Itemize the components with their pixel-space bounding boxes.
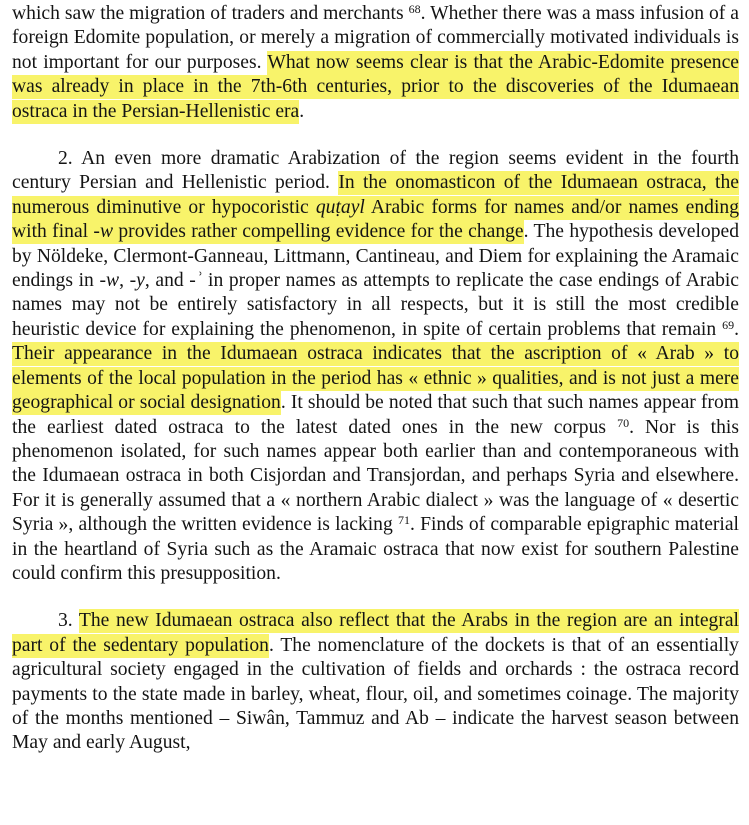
text-run: . Nor is this phenomenon isolated, for such names appear both earlier than and contemporaneous with the Idumaean ostraca in both Cisjordan and Transjordan, and perhaps Syria and elsewhere. For it is generally assumed that a « northern Arabic dialect » was the language of « desertic Syria », although the written evidence is lacking <box>12 416 739 536</box>
highlighted-text: provides rather compelling evidence for the change <box>113 221 524 243</box>
text-run: which saw the migration of traders and merchants <box>12 3 409 24</box>
paragraph <box>12 609 739 755</box>
paragraph <box>12 2 739 124</box>
text-run: . Whether there was a mass infusion of a foreign Edomite population, or merely a migration of commercially motivated individuals is not important for our purposes. <box>12 3 739 73</box>
text-run: 2. An even more dramatic Arabization of the region seems evident in the fourth century Persian and Hellenistic period. <box>12 148 739 194</box>
text-run: . It should be noted that such that such names appear from the earliest dated ostraca to the latest dated ones in the new corpus <box>12 392 739 438</box>
footnote-ref: 71 <box>397 513 410 528</box>
text-run: ʾ <box>195 270 203 292</box>
text-run: . Finds of comparable epigraphic material in the heartland of Syria such as the Aramaic ostraca that now exist for southern Palestine could confirm this presupposition. <box>12 514 739 584</box>
text-run: . <box>734 318 739 340</box>
text-run: . <box>299 100 305 122</box>
text-run: , - <box>119 270 137 292</box>
text-run: in proper names as attempts to replicate the case endings of Arabic names may not be entirely satisfactory in all respects, but it is still the most credible heuristic device for explaining the phenomenon, in spite of certain problems that remain <box>12 270 740 340</box>
footnote-ref: 70 <box>617 415 630 430</box>
highlighted-text: In the onomasticon of the Idumaean ostraca, the numerous diminutive or hypocoristic <box>12 172 739 218</box>
highlighted-text: What now seems clear is that the Arabic-Edomite presence was already in place in the 7th-6th centuries, prior to the discoveries of the Idumaean ostraca in the Persian-Hellenistic era <box>12 51 739 122</box>
highlighted-text: Their appearance in the Idumaean ostraca indicates that the ascription of « Arab » to elements of the local population in the period has « ethnic » qualities, and is not just a mere geographical or social designation <box>12 343 739 414</box>
highlighted-text: The new Idumaean ostraca also reflect that the Arabs in the region are an integral part of the sedentary population <box>12 610 739 656</box>
text-run: , and - <box>144 270 196 292</box>
text-run: y <box>136 270 145 292</box>
text-run: . The hypothesis developed by Nöldeke, Clermont-Ganneau, Littmann, Cantineau, and Diem for explaining the Aramaic endings in - <box>12 221 739 292</box>
text-run: . The nomenclature of the dockets is that of an essentially agricultural society engaged in the cultivation of fields and orchards : the ostraca record payments to the state made in barley, wheat, flour, oil, and sometimes coinage. The majority of the months mentioned – Siwân, Tammuz and Ab – indicate the harvest season between May and early August, <box>12 634 739 754</box>
text-run: w <box>106 270 120 292</box>
paragraph <box>12 147 739 586</box>
highlighted-text: w <box>99 221 114 243</box>
footnote-ref: 68 <box>408 2 421 16</box>
text-run: 3. <box>58 610 79 632</box>
highlighted-text: quṭayl <box>315 196 365 218</box>
highlighted-text: Arabic forms for names and/or names ending with final - <box>12 196 739 243</box>
footnote-ref: 69 <box>722 317 735 332</box>
